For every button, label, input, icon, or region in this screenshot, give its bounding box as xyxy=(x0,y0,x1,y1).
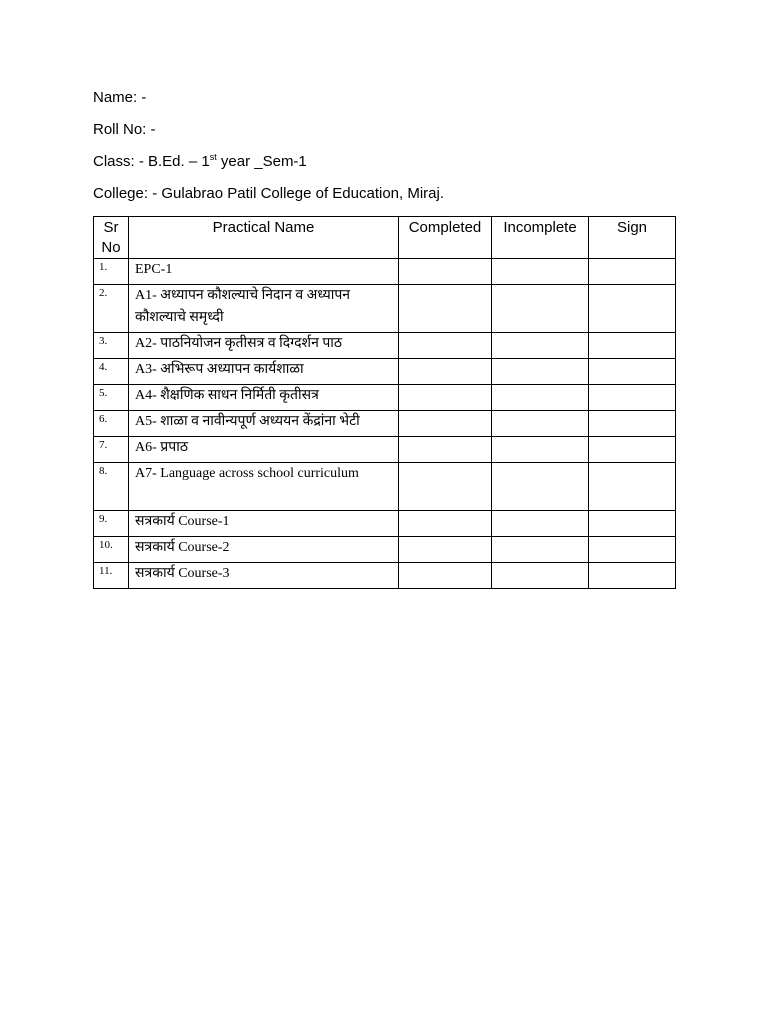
class-ordinal-suffix: st xyxy=(209,152,217,162)
column-header-sr-no xyxy=(94,217,129,259)
practical-name-cell: EPC-1 xyxy=(129,259,399,285)
sign-cell[interactable] xyxy=(589,385,676,411)
table-row xyxy=(94,537,676,563)
sign-cell[interactable] xyxy=(589,259,676,285)
completed-cell[interactable] xyxy=(399,259,492,285)
incomplete-cell[interactable] xyxy=(492,259,589,285)
sr-no-cell: 1. xyxy=(94,259,129,285)
sign-cell[interactable] xyxy=(589,285,676,333)
column-header-completed: Completed xyxy=(399,217,492,259)
practical-name-cell: A4- शैक्षणिक साधन निर्मिती कृतीसत्र xyxy=(129,385,399,411)
sign-cell[interactable] xyxy=(589,437,676,463)
college-field-label: College: - Gulabrao Patil College of Education, Miraj. xyxy=(93,185,445,202)
practical-name-cell: सत्रकार्य Course-1 xyxy=(129,511,399,537)
incomplete-cell[interactable] xyxy=(492,537,589,563)
sign-cell[interactable] xyxy=(589,333,676,359)
sr-no-cell: 4. xyxy=(94,359,129,385)
sign-cell[interactable] xyxy=(589,537,676,563)
practical-name-cell: सत्रकार्य Course-2 xyxy=(129,537,399,563)
roll-no-field-label: Roll No: - xyxy=(93,121,156,138)
sr-no-cell: 3. xyxy=(94,333,129,359)
practical-name-cell: A7- Language across school curriculum xyxy=(129,463,399,511)
completed-cell[interactable] xyxy=(399,463,492,511)
sign-cell[interactable] xyxy=(589,563,676,589)
completed-cell[interactable] xyxy=(399,537,492,563)
table-row xyxy=(94,411,676,437)
sr-header-line1: Sr xyxy=(103,219,119,236)
table-row xyxy=(94,285,676,333)
practical-name-cell: A2- पाठनियोजन कृतीसत्र व दिग्दर्शन पाठ xyxy=(129,333,399,359)
completed-cell[interactable] xyxy=(399,511,492,537)
class-prefix: Class: - B.Ed. – 1 xyxy=(93,153,210,170)
column-header-incomplete: Incomplete xyxy=(492,217,589,259)
completed-cell[interactable] xyxy=(399,359,492,385)
sr-no-cell: 6. xyxy=(94,411,129,437)
table-row xyxy=(94,259,676,285)
practical-name-cell: A6- प्रपाठ xyxy=(129,437,399,463)
completed-cell[interactable] xyxy=(399,563,492,589)
table-row xyxy=(94,385,676,411)
table-row xyxy=(94,511,676,537)
table-header-row xyxy=(94,217,676,259)
incomplete-cell[interactable] xyxy=(492,463,589,511)
completed-cell[interactable] xyxy=(399,285,492,333)
sr-no-cell: 10. xyxy=(94,537,129,563)
sr-no-cell: 5. xyxy=(94,385,129,411)
completed-cell[interactable] xyxy=(399,385,492,411)
practical-name-cell: A5- शाळा व नावीन्यपूर्ण अध्ययन केंद्रांना भेटी xyxy=(129,411,399,437)
sr-no-cell: 11. xyxy=(94,563,129,589)
completed-cell[interactable] xyxy=(399,411,492,437)
practical-name-cell: A1- अध्यापन कौशल्याचे निदान व अध्यापन कौशल्याचे समृध्दी xyxy=(129,285,399,333)
column-header-practical-name: Practical Name xyxy=(129,217,399,259)
table-row xyxy=(94,463,676,511)
practicals-table xyxy=(93,216,676,589)
table-row xyxy=(94,437,676,463)
incomplete-cell[interactable] xyxy=(492,511,589,537)
practical-name-cell: सत्रकार्य Course-3 xyxy=(129,563,399,589)
incomplete-cell[interactable] xyxy=(492,563,589,589)
sign-cell[interactable] xyxy=(589,511,676,537)
column-header-sign: Sign xyxy=(589,217,676,259)
sr-no-cell: 2. xyxy=(94,285,129,333)
table-row xyxy=(94,563,676,589)
sign-cell[interactable] xyxy=(589,463,676,511)
incomplete-cell[interactable] xyxy=(492,285,589,333)
incomplete-cell[interactable] xyxy=(492,333,589,359)
table-row xyxy=(94,333,676,359)
incomplete-cell[interactable] xyxy=(492,437,589,463)
completed-cell[interactable] xyxy=(399,437,492,463)
table-row xyxy=(94,359,676,385)
sr-no-cell: 7. xyxy=(94,437,129,463)
sr-no-cell: 9. xyxy=(94,511,129,537)
class-suffix: year _Sem-1 xyxy=(216,153,307,170)
incomplete-cell[interactable] xyxy=(492,359,589,385)
sign-cell[interactable] xyxy=(589,411,676,437)
incomplete-cell[interactable] xyxy=(492,411,589,437)
incomplete-cell[interactable] xyxy=(492,385,589,411)
sr-no-cell: 8. xyxy=(94,463,129,511)
sr-header-line2: No xyxy=(101,239,121,256)
completed-cell[interactable] xyxy=(399,333,492,359)
name-field-label: Name: - xyxy=(93,89,147,106)
class-field-label xyxy=(93,153,307,171)
sign-cell[interactable] xyxy=(589,359,676,385)
practical-name-cell: A3- अभिरूप अध्यापन कार्यशाळा xyxy=(129,359,399,385)
